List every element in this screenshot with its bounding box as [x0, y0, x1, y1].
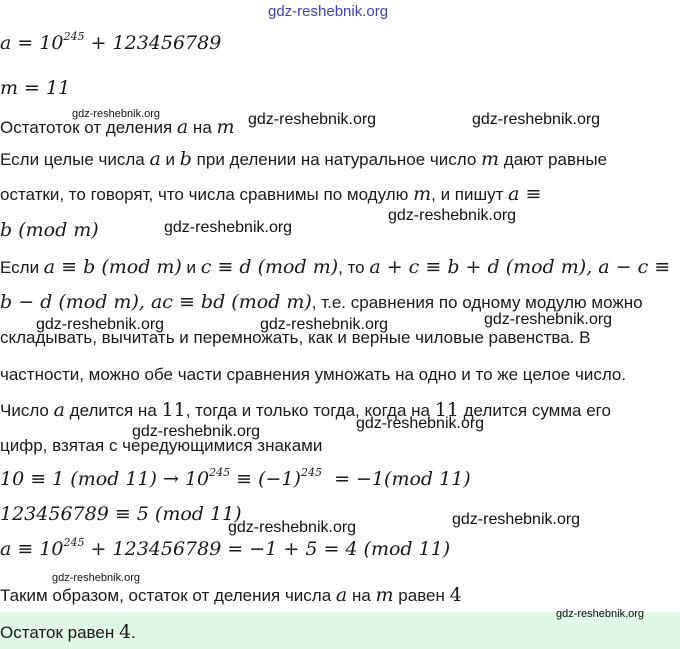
watermark: gdz-reshebnik.org: [260, 316, 389, 333]
equation: m = 11: [0, 77, 71, 99]
watermark: gdz-reshebnik.org: [248, 111, 377, 128]
line-5: остатки, то говорят, что числа сравнимы по модулю m, и пишут a ≡: [0, 183, 542, 205]
line-4: Если целые числа a и b при делении на натуральное число m дают равные: [0, 148, 608, 170]
line-9: складывать, вычитать и перемножать, как и верные чиловые равенства. В: [0, 328, 591, 347]
watermark: gdz-reshebnik.org: [388, 207, 517, 224]
watermark: gdz-reshebnik.org: [52, 572, 141, 584]
line-6: b (mod m): [0, 219, 99, 241]
watermark: gdz-reshebnik.org: [452, 511, 581, 528]
line-13: 10 ≡ 1 (mod $11) \to 10^{245} \equiv (-1)^{245} = -1(mod$ 11): [0, 466, 471, 490]
line-1: [0, 32, 221, 55]
watermark: gdz-reshebnik.org: [472, 111, 601, 128]
line-3: Остатоток от деления a на m: [0, 116, 235, 138]
line-8: b − d (mod m), ac ≡ bd (mod m), т.е. сравнения по одному модулю можно: [0, 291, 643, 313]
line-12: цифр, взятая с чередующимися знаками: [0, 436, 323, 455]
watermark: gdz-reshebnik.org: [132, 423, 261, 440]
watermark: gdz-reshebnik.org: [484, 311, 613, 328]
watermark: gdz-reshebnik.org: [36, 316, 165, 333]
watermark: gdz-reshebnik.org: [72, 108, 161, 120]
watermark: gdz-reshebnik.org: [164, 219, 293, 236]
answer-text: Остаток равен 4.: [0, 621, 136, 643]
line-10: частности, можно обе части сравнения умножать на одно и то же целое число.: [0, 365, 627, 384]
watermark: gdz-reshebnik.org: [556, 608, 645, 620]
line-2: [0, 77, 70, 100]
watermark: gdz-reshebnik.org: [356, 415, 485, 432]
watermark-top: gdz-reshebnik.org: [268, 3, 389, 20]
line-11: Число a делится на 11, тогда и только тогда, когда на 11 делится сумма его: [0, 399, 611, 421]
equation: $a = 10^{245} + 123456789$: [0, 30, 222, 54]
watermark: gdz-reshebnik.org: [228, 519, 357, 536]
line-7: Если a ≡ b (mod m) и c ≡ d (mod m), то a + c ≡ b + d (mod m), a − c ≡: [0, 256, 671, 278]
line-15: $a \equiv 10^{245} + 123456789 = -1 + 5 = 4$ (mod 11): [0, 536, 451, 560]
line-14: 123456789 ≡ 5 (mod 11): [0, 503, 242, 525]
line-16: Таким образом, остаток от деления числа a на m равен 4: [0, 584, 462, 606]
